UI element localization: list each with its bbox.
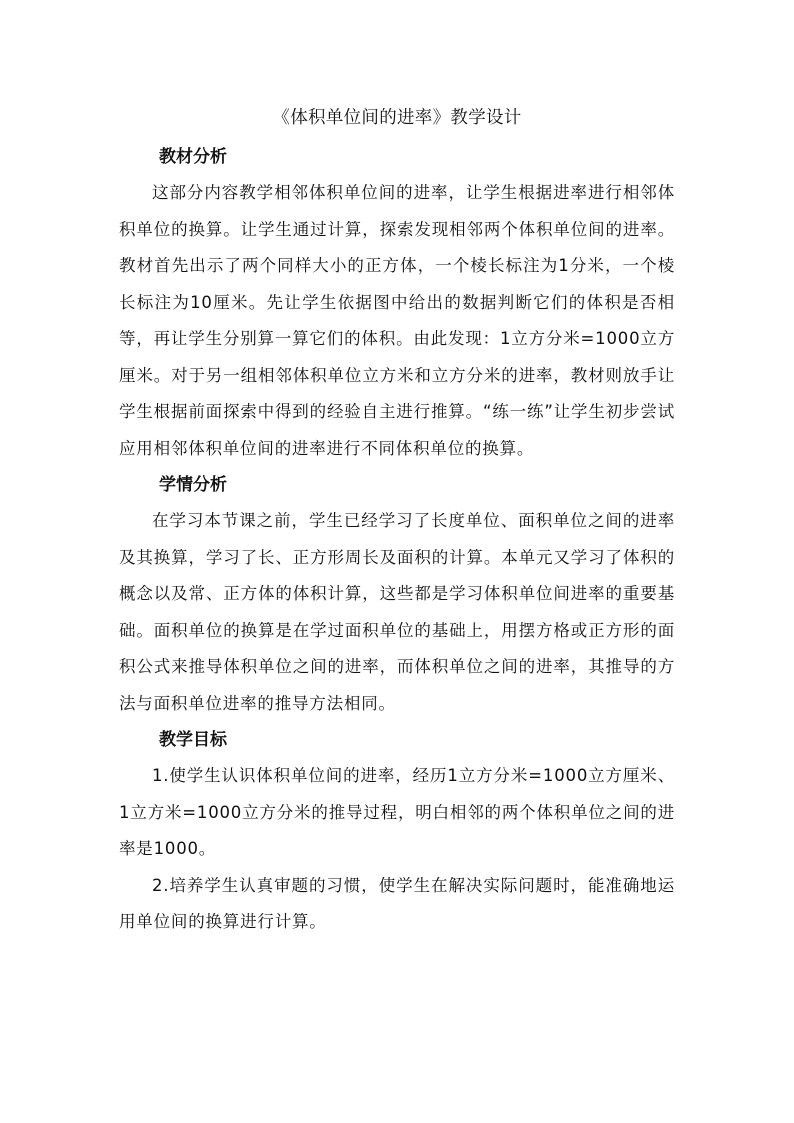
goal-item-1: 1.使学生认识体积单位间的进率，经历1立方分米=1000立方厘米、1立方米=1000立方分米的推导过程，明白相邻的两个体积单位之间的进率是1000。 bbox=[119, 766, 675, 858]
document-body bbox=[119, 100, 675, 941]
section-teaching-goals bbox=[119, 722, 675, 941]
section-heading: 教材分析 bbox=[159, 147, 227, 167]
section-heading: 教学目标 bbox=[159, 730, 227, 750]
section-heading: 学情分析 bbox=[159, 475, 227, 495]
section-learner-analysis bbox=[119, 467, 675, 722]
document-title: 《体积单位间的进率》教学设计 bbox=[272, 108, 522, 128]
section-material-analysis bbox=[119, 139, 675, 467]
goal-item-2: 2.培养学生认真审题的习惯，使学生在解决实际问题时，能准确地运用单位间的换算进行计算。 bbox=[119, 875, 675, 931]
section-paragraph: 这部分内容教学相邻体积单位间的进率，让学生根据进率进行相邻体积单位的换算。让学生通过计算，探索发现相邻两个体积单位间的进率。教材首先出示了两个同样大小的正方体，一个棱长标注为1分米，一个棱长标注为10厘米。先让学生依据图中给出的数据判断它们的体积是否相等，再让学生分别算一算它们的体积。由此发现：1立方分米=1000立方厘米。对于另一组相邻体积单位立方米和立方分米的进率，教材则放手让学生根据前面探索中得到的经验自主进行推算。“练一练”让学生初步尝试应用相邻体积单位间的进率进行不同体积单位的换算。 bbox=[119, 183, 675, 458]
section-paragraph: 在学习本节课之前，学生已经学习了长度单位、面积单位之间的进率及其换算，学习了长、正方形周长及面积的计算。本单元又学习了体积的概念以及常、正方体的体积计算，这些都是学习体积单位间进率的重要基础。面积单位的换算是在学过面积单位的基础上，用摆方格或正方形的面积公式来推导体积单位之间的进率，而体积单位之间的进率，其推导的方法与面积单位进率的推导方法相同。 bbox=[119, 511, 675, 713]
